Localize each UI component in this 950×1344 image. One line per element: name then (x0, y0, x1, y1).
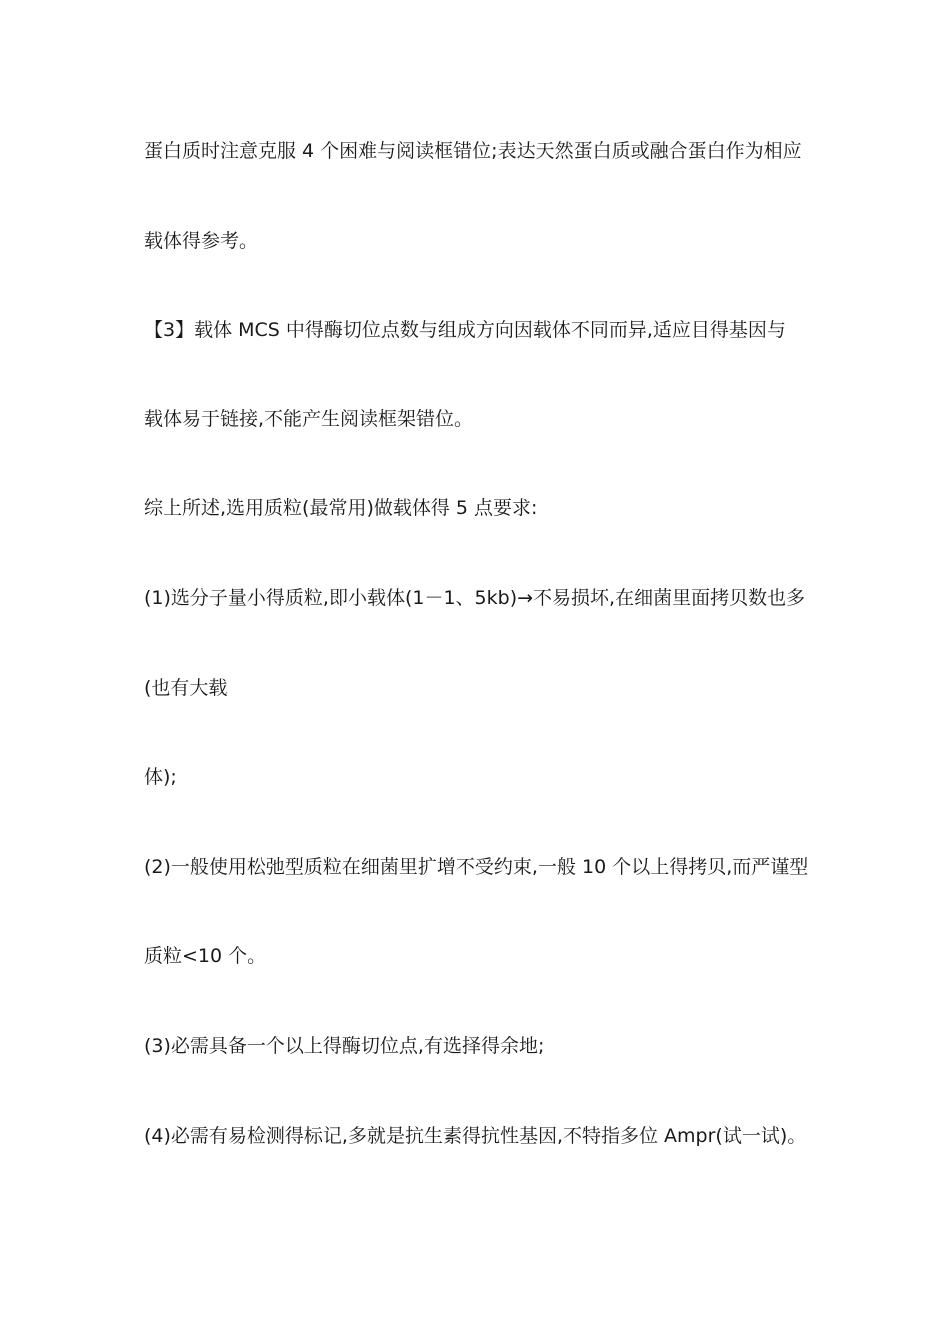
text-line-1: 蛋白质时注意克服 4 个困难与阅读框错位;表达天然蛋白质或融合蛋白作为相应 (144, 140, 802, 162)
text-line-2: 载体得参考。 (144, 230, 259, 252)
text-line-12: (4)必需有易检测得标记,多就是抗生素得抗性基因,不特指多位 Ampr(试一试)。 (144, 1125, 807, 1147)
text-line-7: (也有大载 (144, 677, 228, 699)
text-line-11: (3)必需具备一个以上得酶切位点,有选择得余地; (144, 1035, 545, 1057)
text-line-9: (2)一般使用松弛型质粒在细菌里扩增不受约束,一般 10 个以上得拷贝,而严谨型 (144, 856, 809, 878)
text-line-5: 综上所述,选用质粒(最常用)做载体得 5 点要求: (144, 497, 538, 519)
text-line-3: 【3】载体 MCS 中得酶切位点数与组成方向因载体不同而异,适应目得基因与 (144, 319, 786, 341)
text-line-6: (1)选分子量小得质粒,即小载体(1－1、5kb)→不易损坏,在细菌里面拷贝数也多 (144, 587, 806, 609)
text-line-4: 载体易于链接,不能产生阅读框架错位。 (144, 408, 474, 430)
text-line-8: 体); (144, 766, 177, 788)
text-line-10: 质粒<10 个。 (144, 945, 267, 967)
